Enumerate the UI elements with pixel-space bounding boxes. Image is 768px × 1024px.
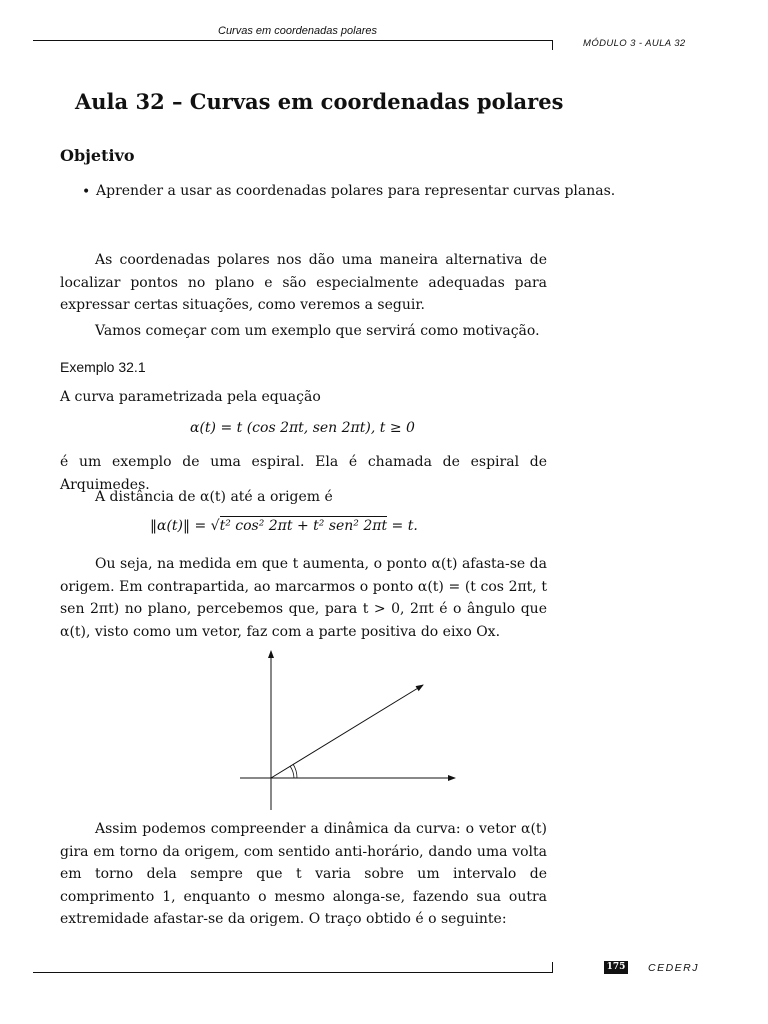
bullet-icon: • bbox=[82, 184, 91, 200]
equation-spiral: α(t) = t (cos 2πt, sen 2πt), t ≥ 0 bbox=[190, 420, 415, 436]
position-vector bbox=[271, 685, 423, 778]
page-number: 175 bbox=[604, 961, 628, 974]
intro-paragraph-2: Vamos começar com um exemplo que servirá como motivação. bbox=[95, 323, 540, 339]
equation-norm-right: = t. bbox=[387, 518, 418, 534]
equation-norm bbox=[150, 518, 418, 534]
equation-norm-left: ‖α(t)‖ = √ bbox=[150, 518, 220, 534]
objective-bullet-text: Aprender a usar as coordenadas polares para representar curvas planas. bbox=[96, 183, 616, 199]
module-label: MÓDULO 3 - AULA 32 bbox=[583, 38, 686, 49]
header-rule-tick bbox=[552, 40, 553, 50]
lesson-title: Aula 32 – Curvas em coordenadas polares bbox=[75, 89, 564, 114]
intro-paragraph-1: As coordenadas polares nos dão uma maneira alternativa de localizar pontos no plano e são especialmente adequadas para expressar certas situações, como veremos a seguir. bbox=[60, 252, 547, 313]
equation-norm-radicand: t² cos² 2πt + t² sen² 2πt bbox=[219, 518, 388, 534]
publisher-label: CEDERJ bbox=[648, 962, 700, 974]
footer-rule-tick bbox=[552, 962, 553, 973]
example-paragraph-3: Ou seja, na medida em que t aumenta, o ponto α(t) afasta-se da origem. Em contrapartida, ao marcarmos o ponto α(t) = (t cos 2πt, t sen 2πt) no plano, percebemos que, para t > 0, 2πt é o ângulo que α(t), visto como um vetor, faz com a parte positiva do eixo Ox. bbox=[60, 556, 547, 640]
example-line-1: A curva parametrizada pela equação bbox=[60, 389, 321, 405]
objective-heading: Objetivo bbox=[60, 146, 135, 165]
running-header-title: Curvas em coordenadas polares bbox=[218, 25, 377, 37]
header-rule bbox=[33, 40, 553, 41]
footer-rule bbox=[33, 972, 553, 973]
example-paragraph-4: Assim podemos compreender a dinâmica da curva: o vetor α(t) gira em torno da origem, com sentido anti-horário, dando uma volta em torno dela sempre que t varia sobre um intervalo de comprimento 1, enquanto o mesmo alonga-se, fazendo sua outra extremidade afastar-se da origem. O traço obtido é o seguinte: bbox=[60, 821, 547, 927]
vector-angle-diagram bbox=[230, 645, 470, 815]
example-line-3: A distância de α(t) até a origem é bbox=[95, 489, 333, 505]
angle-arc-inner bbox=[290, 766, 294, 778]
example-line-2: é um exemplo de uma espiral. Ela é chamada de espiral de Arquimedes. bbox=[60, 454, 547, 493]
example-title: Exemplo 32.1 bbox=[60, 359, 146, 375]
